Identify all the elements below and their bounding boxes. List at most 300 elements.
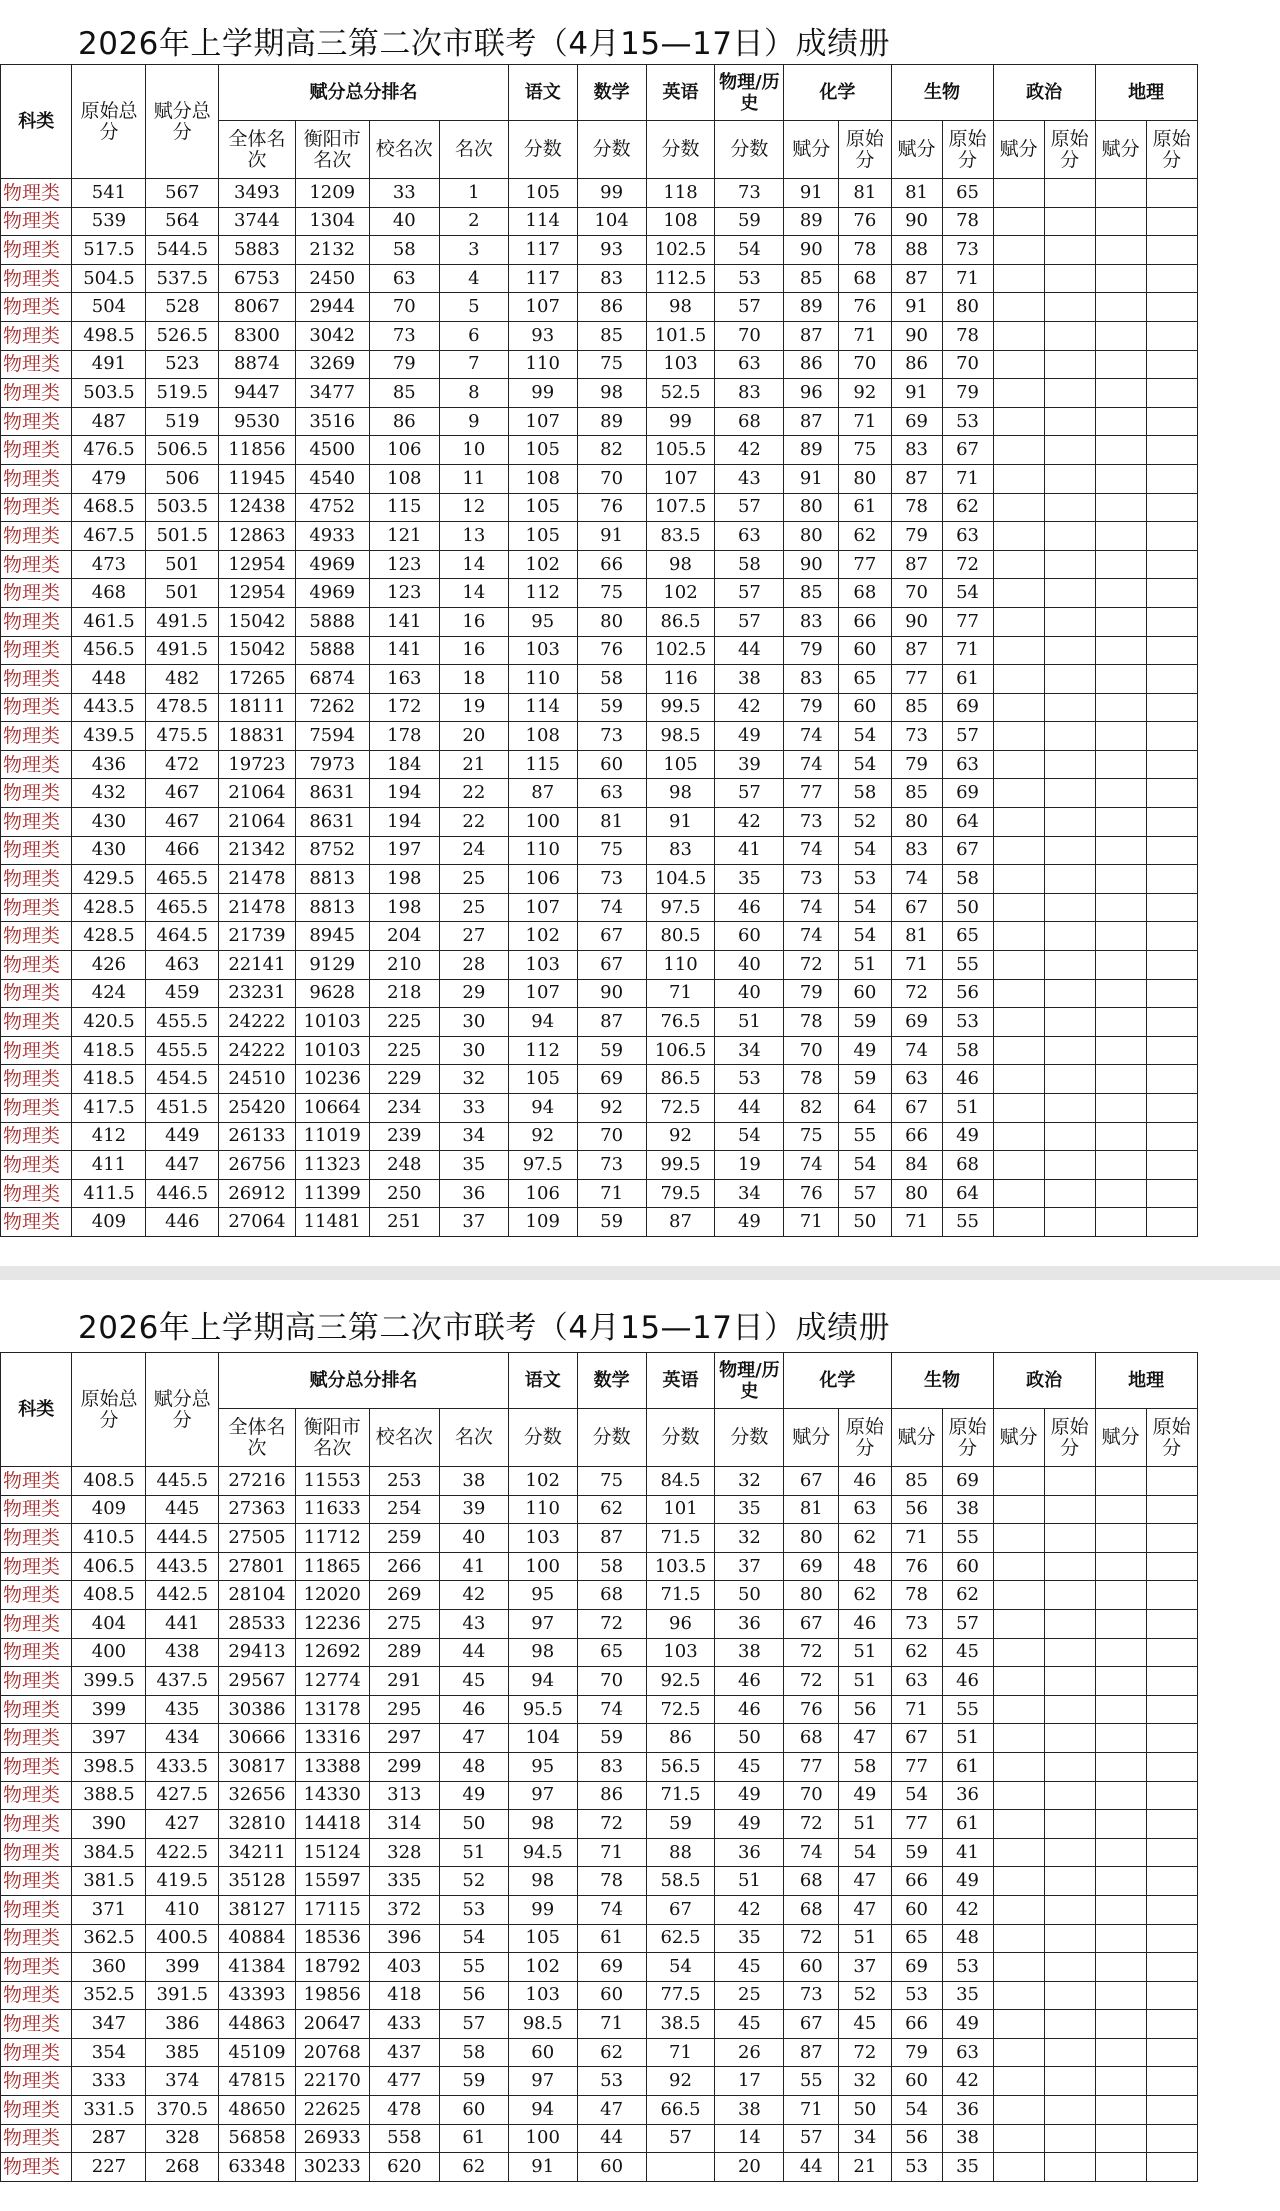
cell-rank-class: 7	[439, 350, 508, 379]
cell-empty	[1044, 1609, 1095, 1638]
cell-math: 62	[577, 1495, 646, 1524]
cell-rank-all: 26133	[219, 1122, 296, 1151]
cell-rank-all: 34211	[219, 1838, 296, 1867]
header-raw-total: 原始总分	[72, 65, 146, 179]
cell-rank-city: 12020	[295, 1581, 369, 1610]
cell-rank-class: 21	[439, 750, 508, 779]
table-row	[1, 293, 1280, 322]
cell-chinese: 100	[508, 2124, 577, 2153]
table-row	[1, 1838, 1280, 1867]
cell-chinese: 114	[508, 207, 577, 236]
cell-rank-class: 51	[439, 1838, 508, 1867]
cell-empty	[1095, 207, 1146, 236]
cell-chinese: 110	[508, 1495, 577, 1524]
cell-rank-school: 313	[369, 1781, 439, 1810]
cell-rank-class: 22	[439, 808, 508, 837]
cell-rank-city: 4752	[295, 493, 369, 522]
cell-english: 87	[646, 1208, 715, 1237]
cell-category: 物理类	[1, 865, 72, 894]
cell-rank-all: 45109	[219, 2038, 296, 2067]
cell-raw-total: 539	[72, 207, 146, 236]
cell-physics: 38	[715, 1638, 784, 1667]
cell-rank-school: 269	[369, 1581, 439, 1610]
cell-empty	[1146, 1208, 1197, 1237]
cell-chemistry-assigned: 55	[784, 2067, 839, 2096]
cell-assigned-total: 442.5	[146, 1581, 219, 1610]
cell-chinese: 98.5	[508, 2010, 577, 2039]
cell-physics: 36	[715, 1838, 784, 1867]
cell-empty	[1146, 1151, 1197, 1180]
cell-chemistry-raw: 58	[839, 1752, 891, 1781]
cell-raw-total: 517.5	[72, 236, 146, 265]
cell-empty	[1095, 1609, 1146, 1638]
cell-empty	[993, 379, 1044, 408]
cell-raw-total: 390	[72, 1810, 146, 1839]
header-rank-all: 全体名次	[219, 121, 296, 179]
cell-physics: 57	[715, 779, 784, 808]
cell-chinese: 105	[508, 179, 577, 208]
cell-category: 物理类	[1, 922, 72, 951]
table-row	[1, 1467, 1280, 1496]
cell-empty	[993, 207, 1044, 236]
cell-category: 物理类	[1, 750, 72, 779]
cell-rank-class: 8	[439, 379, 508, 408]
cell-assigned-total: 455.5	[146, 1036, 219, 1065]
cell-empty	[1095, 607, 1146, 636]
cell-rank-school: 79	[369, 350, 439, 379]
cell-math: 80	[577, 607, 646, 636]
cell-empty	[993, 2010, 1044, 2039]
cell-chinese: 102	[508, 550, 577, 579]
cell-empty	[1095, 1467, 1146, 1496]
cell-english: 98.5	[646, 722, 715, 751]
cell-rank-class: 37	[439, 1208, 508, 1237]
cell-biology-assigned: 71	[891, 1208, 942, 1237]
cell-category: 物理类	[1, 1094, 72, 1123]
cell-physics: 45	[715, 1953, 784, 1982]
table-row	[1, 1094, 1280, 1123]
cell-empty	[1146, 350, 1197, 379]
cell-math: 89	[577, 407, 646, 436]
page-title-2: 2026年上学期高三第二次市联考（4月15—17日）成绩册	[78, 1310, 891, 1346]
cell-rank-all: 27064	[219, 1208, 296, 1237]
cell-rank-school: 253	[369, 1467, 439, 1496]
cell-assigned-total: 567	[146, 179, 219, 208]
cell-chemistry-raw: 60	[839, 979, 891, 1008]
cell-category: 物理类	[1, 1122, 72, 1151]
cell-rank-school: 275	[369, 1609, 439, 1638]
cell-rank-class: 32	[439, 1065, 508, 1094]
cell-chinese: 110	[508, 836, 577, 865]
table-row	[1, 2124, 1280, 2153]
cell-empty	[993, 264, 1044, 293]
cell-empty	[1044, 1552, 1095, 1581]
cell-rank-class: 3	[439, 236, 508, 265]
cell-raw-total: 409	[72, 1208, 146, 1237]
cell-math: 81	[577, 808, 646, 837]
cell-rank-all: 43393	[219, 1981, 296, 2010]
cell-chinese: 103	[508, 1524, 577, 1553]
cell-rank-all: 32656	[219, 1781, 296, 1810]
cell-english: 52.5	[646, 379, 715, 408]
cell-rank-city: 8813	[295, 865, 369, 894]
cell-rank-class: 55	[439, 1953, 508, 1982]
header-politics-raw: 原始分	[1044, 1409, 1095, 1467]
cell-empty	[1044, 1924, 1095, 1953]
cell-chinese: 105	[508, 436, 577, 465]
cell-biology-raw: 51	[942, 1724, 993, 1753]
cell-empty	[1146, 722, 1197, 751]
cell-rank-class: 42	[439, 1581, 508, 1610]
header-physics-score: 分数	[715, 121, 784, 179]
cell-chemistry-raw: 62	[839, 1581, 891, 1610]
cell-math: 75	[577, 836, 646, 865]
cell-math: 59	[577, 693, 646, 722]
cell-chinese: 109	[508, 1208, 577, 1237]
cell-biology-raw: 77	[942, 607, 993, 636]
table-row	[1, 607, 1280, 636]
cell-chemistry-assigned: 79	[784, 693, 839, 722]
cell-chemistry-raw: 70	[839, 350, 891, 379]
cell-physics: 32	[715, 1524, 784, 1553]
cell-physics: 42	[715, 693, 784, 722]
cell-empty	[993, 1953, 1044, 1982]
cell-biology-assigned: 67	[891, 1724, 942, 1753]
cell-math: 44	[577, 2124, 646, 2153]
cell-biology-raw: 62	[942, 493, 993, 522]
cell-empty	[993, 1895, 1044, 1924]
table-row	[1, 693, 1280, 722]
cell-category: 物理类	[1, 1151, 72, 1180]
cell-biology-raw: 72	[942, 550, 993, 579]
cell-chemistry-assigned: 90	[784, 550, 839, 579]
cell-empty	[1044, 693, 1095, 722]
cell-raw-total: 352.5	[72, 1981, 146, 2010]
cell-rank-school: 335	[369, 1867, 439, 1896]
cell-math: 72	[577, 1810, 646, 1839]
cell-physics: 46	[715, 1695, 784, 1724]
cell-rank-city: 11633	[295, 1495, 369, 1524]
cell-math: 47	[577, 2096, 646, 2125]
cell-raw-total: 331.5	[72, 2096, 146, 2125]
cell-rank-class: 6	[439, 321, 508, 350]
cell-rank-all: 8300	[219, 321, 296, 350]
cell-assigned-total: 400.5	[146, 1924, 219, 1953]
cell-empty	[1095, 951, 1146, 980]
cell-biology-assigned: 72	[891, 979, 942, 1008]
cell-raw-total: 406.5	[72, 1552, 146, 1581]
cell-math: 76	[577, 636, 646, 665]
cell-physics: 58	[715, 550, 784, 579]
cell-empty	[1044, 2038, 1095, 2067]
cell-rank-all: 23231	[219, 979, 296, 1008]
cell-english: 101	[646, 1495, 715, 1524]
cell-empty	[993, 779, 1044, 808]
cell-math: 58	[577, 1552, 646, 1581]
cell-biology-raw: 67	[942, 436, 993, 465]
cell-chinese: 115	[508, 750, 577, 779]
cell-category: 物理类	[1, 579, 72, 608]
cell-assigned-total: 519	[146, 407, 219, 436]
cell-english: 92	[646, 1122, 715, 1151]
cell-chemistry-assigned: 80	[784, 1581, 839, 1610]
cell-rank-class: 29	[439, 979, 508, 1008]
cell-rank-all: 48650	[219, 2096, 296, 2125]
cell-rank-class: 59	[439, 2067, 508, 2096]
cell-rank-school: 204	[369, 922, 439, 951]
cell-assigned-total: 482	[146, 665, 219, 694]
cell-rank-school: 194	[369, 808, 439, 837]
cell-rank-all: 26912	[219, 1179, 296, 1208]
cell-rank-all: 8874	[219, 350, 296, 379]
cell-math: 70	[577, 464, 646, 493]
cell-physics: 70	[715, 321, 784, 350]
cell-math: 75	[577, 350, 646, 379]
cell-rank-all: 28104	[219, 1581, 296, 1610]
cell-rank-city: 2944	[295, 293, 369, 322]
cell-empty	[1146, 2038, 1197, 2067]
cell-rank-class: 1	[439, 179, 508, 208]
cell-rank-school: 123	[369, 550, 439, 579]
cell-raw-total: 439.5	[72, 722, 146, 751]
cell-empty	[1044, 1036, 1095, 1065]
cell-assigned-total: 385	[146, 2038, 219, 2067]
cell-assigned-total: 427.5	[146, 1781, 219, 1810]
cell-rank-city: 11481	[295, 1208, 369, 1237]
cell-biology-raw: 35	[942, 1981, 993, 2010]
cell-biology-assigned: 62	[891, 1638, 942, 1667]
cell-biology-raw: 41	[942, 1838, 993, 1867]
cell-chemistry-assigned: 83	[784, 665, 839, 694]
cell-chemistry-raw: 76	[839, 207, 891, 236]
cell-physics: 44	[715, 636, 784, 665]
cell-biology-assigned: 70	[891, 579, 942, 608]
cell-rank-city: 2132	[295, 236, 369, 265]
cell-assigned-total: 459	[146, 979, 219, 1008]
cell-empty	[1095, 1094, 1146, 1123]
table-row	[1, 436, 1280, 465]
cell-chemistry-assigned: 67	[784, 2010, 839, 2039]
cell-assigned-total: 544.5	[146, 236, 219, 265]
cell-biology-raw: 70	[942, 350, 993, 379]
cell-category: 物理类	[1, 836, 72, 865]
cell-category: 物理类	[1, 607, 72, 636]
cell-rank-school: 478	[369, 2096, 439, 2125]
table-row	[1, 1895, 1280, 1924]
cell-empty	[993, 407, 1044, 436]
table-row	[1, 493, 1280, 522]
cell-chemistry-raw: 54	[839, 922, 891, 951]
cell-empty	[1095, 293, 1146, 322]
cell-biology-raw: 49	[942, 2010, 993, 2039]
cell-rank-city: 3477	[295, 379, 369, 408]
cell-math: 59	[577, 1036, 646, 1065]
cell-empty	[1095, 1179, 1146, 1208]
cell-empty	[1146, 1810, 1197, 1839]
header-chinese: 语文	[508, 65, 577, 121]
cell-rank-all: 15042	[219, 636, 296, 665]
cell-chemistry-assigned: 96	[784, 379, 839, 408]
cell-physics: 83	[715, 379, 784, 408]
cell-rank-class: 38	[439, 1467, 508, 1496]
table-row	[1, 2153, 1280, 2182]
cell-rank-city: 4500	[295, 436, 369, 465]
cell-rank-city: 10103	[295, 1008, 369, 1037]
cell-biology-raw: 61	[942, 1752, 993, 1781]
cell-chemistry-assigned: 74	[784, 1838, 839, 1867]
cell-empty	[1095, 979, 1146, 1008]
cell-chemistry-assigned: 69	[784, 1552, 839, 1581]
cell-chinese: 112	[508, 579, 577, 608]
cell-rank-class: 30	[439, 1008, 508, 1037]
cell-category: 物理类	[1, 1638, 72, 1667]
cell-chinese: 105	[508, 493, 577, 522]
cell-category: 物理类	[1, 808, 72, 837]
cell-empty	[993, 579, 1044, 608]
cell-empty	[993, 350, 1044, 379]
table-row	[1, 636, 1280, 665]
cell-empty	[1095, 1208, 1146, 1237]
cell-empty	[1095, 407, 1146, 436]
header-chemistry-assigned: 赋分	[784, 1409, 839, 1467]
cell-chemistry-raw: 47	[839, 1724, 891, 1753]
cell-empty	[1044, 1867, 1095, 1896]
table-row	[1, 1208, 1280, 1237]
cell-assigned-total: 472	[146, 750, 219, 779]
cell-rank-class: 35	[439, 1151, 508, 1180]
cell-chemistry-assigned: 91	[784, 464, 839, 493]
header-biology-assigned: 赋分	[891, 1409, 942, 1467]
cell-empty	[1095, 379, 1146, 408]
cell-empty	[993, 1924, 1044, 1953]
cell-rank-city: 13178	[295, 1695, 369, 1724]
cell-assigned-total: 523	[146, 350, 219, 379]
table-row	[1, 550, 1280, 579]
cell-biology-assigned: 85	[891, 693, 942, 722]
cell-empty	[993, 1724, 1044, 1753]
cell-empty	[1044, 1981, 1095, 2010]
cell-rank-all: 30386	[219, 1695, 296, 1724]
cell-rank-all: 56858	[219, 2124, 296, 2153]
cell-rank-school: 437	[369, 2038, 439, 2067]
cell-rank-all: 11945	[219, 464, 296, 493]
cell-chemistry-raw: 59	[839, 1065, 891, 1094]
cell-rank-city: 3042	[295, 321, 369, 350]
cell-empty	[1095, 1752, 1146, 1781]
cell-english: 71.5	[646, 1781, 715, 1810]
cell-physics: 38	[715, 665, 784, 694]
cell-empty	[993, 321, 1044, 350]
table-row	[1, 2038, 1280, 2067]
cell-rank-city: 10236	[295, 1065, 369, 1094]
cell-biology-raw: 49	[942, 1122, 993, 1151]
cell-rank-city: 4969	[295, 550, 369, 579]
cell-biology-raw: 49	[942, 1867, 993, 1896]
cell-biology-assigned: 66	[891, 1867, 942, 1896]
cell-empty	[993, 179, 1044, 208]
cell-physics: 35	[715, 1924, 784, 1953]
cell-physics: 41	[715, 836, 784, 865]
cell-empty	[1095, 550, 1146, 579]
cell-rank-all: 40884	[219, 1924, 296, 1953]
cell-chemistry-assigned: 91	[784, 179, 839, 208]
cell-chemistry-raw: 54	[839, 836, 891, 865]
cell-assigned-total: 564	[146, 207, 219, 236]
cell-empty	[1095, 693, 1146, 722]
cell-empty	[1146, 179, 1197, 208]
cell-math: 70	[577, 1667, 646, 1696]
cell-chemistry-raw: 92	[839, 379, 891, 408]
cell-biology-assigned: 66	[891, 1122, 942, 1151]
cell-english: 99.5	[646, 693, 715, 722]
cell-physics: 45	[715, 2010, 784, 2039]
cell-empty	[1044, 951, 1095, 980]
cell-raw-total: 424	[72, 979, 146, 1008]
table-row	[1, 1524, 1280, 1553]
cell-assigned-total: 501	[146, 579, 219, 608]
cell-empty	[993, 750, 1044, 779]
cell-empty	[1146, 207, 1197, 236]
cell-chemistry-assigned: 80	[784, 1524, 839, 1553]
cell-empty	[1095, 779, 1146, 808]
cell-empty	[1095, 1838, 1146, 1867]
cell-rank-all: 8067	[219, 293, 296, 322]
cell-rank-school: 210	[369, 951, 439, 980]
cell-rank-class: 27	[439, 922, 508, 951]
header-chemistry-raw: 原始分	[839, 1409, 891, 1467]
cell-math: 99	[577, 179, 646, 208]
cell-rank-school: 106	[369, 436, 439, 465]
cell-rank-all: 21739	[219, 922, 296, 951]
cell-category: 物理类	[1, 293, 72, 322]
cell-chemistry-raw: 68	[839, 579, 891, 608]
cell-raw-total: 428.5	[72, 922, 146, 951]
cell-raw-total: 384.5	[72, 1838, 146, 1867]
cell-biology-raw: 55	[942, 951, 993, 980]
cell-raw-total: 428.5	[72, 893, 146, 922]
cell-empty	[993, 808, 1044, 837]
cell-category: 物理类	[1, 1008, 72, 1037]
cell-assigned-total: 465.5	[146, 893, 219, 922]
cell-empty	[993, 1208, 1044, 1237]
cell-rank-school: 198	[369, 865, 439, 894]
cell-assigned-total: 478.5	[146, 693, 219, 722]
cell-math: 60	[577, 1981, 646, 2010]
cell-physics: 43	[715, 464, 784, 493]
cell-raw-total: 418.5	[72, 1036, 146, 1065]
cell-rank-city: 18536	[295, 1924, 369, 1953]
cell-rank-city: 10664	[295, 1094, 369, 1123]
cell-empty	[1044, 979, 1095, 1008]
cell-empty	[993, 1495, 1044, 1524]
cell-english: 105.5	[646, 436, 715, 465]
cell-chinese: 99	[508, 379, 577, 408]
cell-category: 物理类	[1, 1495, 72, 1524]
cell-empty	[1044, 179, 1095, 208]
cell-rank-all: 17265	[219, 665, 296, 694]
cell-chemistry-assigned: 72	[784, 1638, 839, 1667]
cell-chinese: 87	[508, 779, 577, 808]
cell-rank-all: 11856	[219, 436, 296, 465]
cell-chemistry-raw: 47	[839, 1867, 891, 1896]
cell-rank-school: 163	[369, 665, 439, 694]
cell-raw-total: 398.5	[72, 1752, 146, 1781]
cell-rank-school: 295	[369, 1695, 439, 1724]
table-row	[1, 1065, 1280, 1094]
cell-rank-school: 108	[369, 464, 439, 493]
cell-math: 73	[577, 1151, 646, 1180]
cell-chemistry-raw: 54	[839, 893, 891, 922]
